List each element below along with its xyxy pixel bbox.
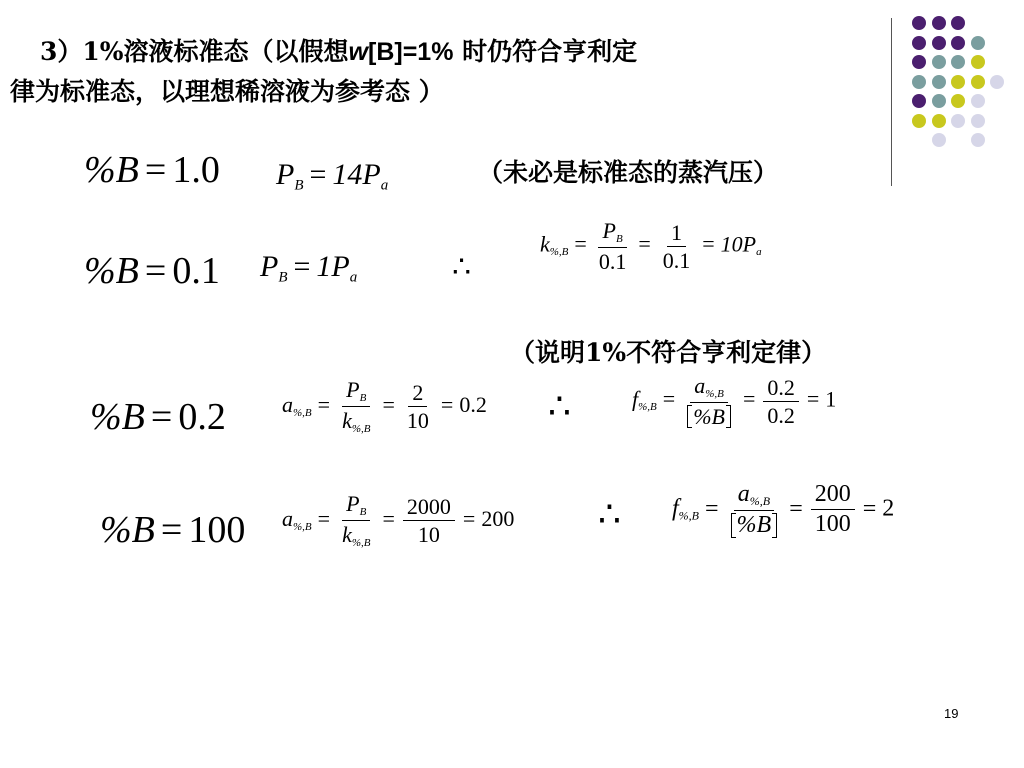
decorative-dot [912,75,926,89]
decorative-dot [971,36,985,50]
decorative-dot [971,133,985,147]
row4-equals-3: = [462,505,476,531]
decorative-dot [971,94,985,108]
row2-p-rhs-sub: a [349,269,358,286]
row2-equals: = [144,250,167,292]
row2-p-sub: B [278,269,288,286]
decorative-dot [912,55,926,69]
row4-frac3-den: %B [731,513,778,538]
decorative-dot [932,114,946,128]
decorative-dot [990,75,1004,89]
row2-k: k [540,231,550,257]
row3-frac3-num: a [694,373,706,398]
row3-percent-b: %B [90,396,145,438]
row3-f: f [632,386,639,412]
row3-f-result: 1 [825,386,837,412]
row3-frac4-num: 0.2 [763,376,799,402]
decorative-dot [971,114,985,128]
decorative-dot [912,16,926,30]
row2-percent-b-equation [84,249,220,293]
row3-equals-3: = [440,391,454,417]
row4-a: a [282,505,293,531]
row2-result-sub: a [756,246,762,259]
slide-heading [10,32,870,112]
row4-equals: = [160,509,183,551]
decorative-dot [951,114,965,128]
row3-frac2-den: 10 [406,408,429,434]
row2-pressure-equation [260,250,357,286]
row4-value: 100 [188,509,246,551]
decorative-dot [951,94,965,108]
row3-fraction-3 [683,374,735,428]
heading-line-1-suffix: 时仍符合亨利定 [453,37,638,66]
vertical-divider [891,18,892,186]
row2-frac1-num: P [602,218,616,243]
row1-value: 1.0 [172,149,220,191]
row4-fraction-1 [338,492,374,550]
row4-f-result: 2 [882,495,895,522]
row4-activity-equation [282,492,514,550]
page-number: 19 [944,706,959,721]
decorative-dot [932,55,946,69]
row3-f-sub: %,B [638,401,657,414]
row3-percent-b-equation [90,395,226,439]
row4-frac1-num: P [346,491,360,516]
row2-p-rhs: 1P [316,250,350,283]
row1-note: （未必是标准态的蒸汽压） [478,158,779,187]
row3-equals-4: = [742,386,756,412]
row4-a-equals: = [317,505,331,531]
row4-percent-b: %B [100,509,155,551]
row4-frac1-den-sub: %,B [351,537,371,550]
row4-f: f [672,495,679,522]
row3-equals-2: = [382,391,395,417]
row1-equals: = [144,149,167,191]
decorative-dot [932,75,946,89]
row3-frac1-num: P [346,377,360,402]
row3-therefore-symbol: ∴ [548,386,571,427]
row2-percent-b: %B [84,250,139,292]
row2-fraction-1 [595,219,631,273]
row1-p-rhs: 14P [332,158,381,191]
row2-note: （说明1%不符合亨利定律） [510,338,827,367]
row4-fraction-4 [811,482,855,537]
row2-henry-constant-equation [540,219,762,273]
decorative-dot [932,16,946,30]
row1-pressure-equation [276,158,388,194]
row2-therefore-symbol: ∴ [452,250,472,285]
row4-frac1-num-sub: B [359,505,367,518]
row4-f-sub: %,B [678,508,699,523]
heading-w-symbol: w [348,38,368,66]
row4-therefore-symbol: ∴ [598,494,621,535]
row4-equals-5: = [862,495,877,522]
decorative-dot [912,94,926,108]
row3-frac3-num-sub: %,B [705,387,724,400]
row1-percent-b: %B [84,149,139,191]
decorative-dot [971,75,985,89]
decorative-dot [951,75,965,89]
row2-equals-3: = [702,231,715,257]
row2-k-sub: %,B [549,246,569,259]
row4-frac4-num: 200 [811,482,855,510]
row1-p-sub: B [294,177,304,194]
heading-bracket-expression: [B]=1% [368,38,454,66]
row3-equals: = [150,396,173,438]
row1-p: P [276,158,295,191]
row4-a-result: 200 [481,505,515,531]
row2-fraction-2 [659,221,695,272]
row4-fraction-3 [727,482,782,538]
row4-a-sub: %,B [293,520,312,533]
decorative-dot [932,94,946,108]
row2-value: 0.1 [172,250,220,292]
row4-equals-2: = [382,505,395,531]
row3-equals-5: = [806,386,820,412]
row4-equals-4: = [789,495,803,522]
decorative-dot [932,36,946,50]
row2-frac2-den: 0.1 [662,247,691,273]
row3-value: 0.2 [178,396,226,438]
row4-frac3-num-sub: %,B [749,494,771,509]
row3-fraction-4 [763,376,799,427]
row4-frac2-num: 2000 [403,495,455,521]
row3-frac4-den: 0.2 [767,402,795,428]
row3-f-equals: = [662,386,676,412]
row3-a-sub: %,B [293,406,312,419]
decorative-dot [951,16,965,30]
row4-percent-b-equation [100,508,245,552]
decorative-dot [951,55,965,69]
row3-fraction-1 [338,378,374,436]
decorative-dot [951,36,965,50]
row2-p: P [260,250,279,283]
row3-a: a [282,391,293,417]
row1-p-rhs-sub: a [380,177,389,194]
row3-a-equals: = [317,391,331,417]
row4-activity-coefficient-equation [672,482,894,538]
row2-k-equals: = [574,231,587,257]
decorative-dot [971,55,985,69]
row3-frac1-den-sub: %,B [351,423,371,436]
decorative-dot [912,114,926,128]
row4-frac2-den: 10 [417,522,440,548]
row2-equals-2: = [638,231,651,257]
row1-percent-b-equation [84,148,220,192]
row4-f-equals: = [705,495,719,522]
row3-fraction-2 [403,381,433,432]
decorative-dot [932,133,946,147]
row3-activity-equation [282,378,487,436]
row4-frac1-den: k [342,522,352,548]
row3-frac2-num: 2 [408,381,427,407]
row3-activity-coefficient-equation [632,374,836,428]
heading-line-2: 律为标准态，以理想稀溶液为参考态 ） [10,77,444,106]
row2-p-equals: = [293,250,311,283]
row2-frac2-num: 1 [667,221,686,247]
row2-frac1-num-sub: B [615,232,623,245]
row4-frac3-num: a [737,481,750,507]
row3-frac1-den: k [342,408,352,434]
row4-fraction-2 [403,495,455,546]
decorative-dot [912,36,926,50]
row1-p-equals: = [309,158,327,191]
row2-result: 10P [720,231,757,257]
row4-frac4-den: 100 [814,511,851,538]
row3-a-result: 0.2 [459,391,487,417]
heading-line-1-prefix: 3）1%溶液标准态（以假想 [40,37,349,66]
heading-line-1 [10,32,870,72]
row3-frac1-num-sub: B [359,391,367,404]
row2-frac1-den: 0.1 [598,249,627,275]
row3-frac3-den: %B [687,405,731,428]
